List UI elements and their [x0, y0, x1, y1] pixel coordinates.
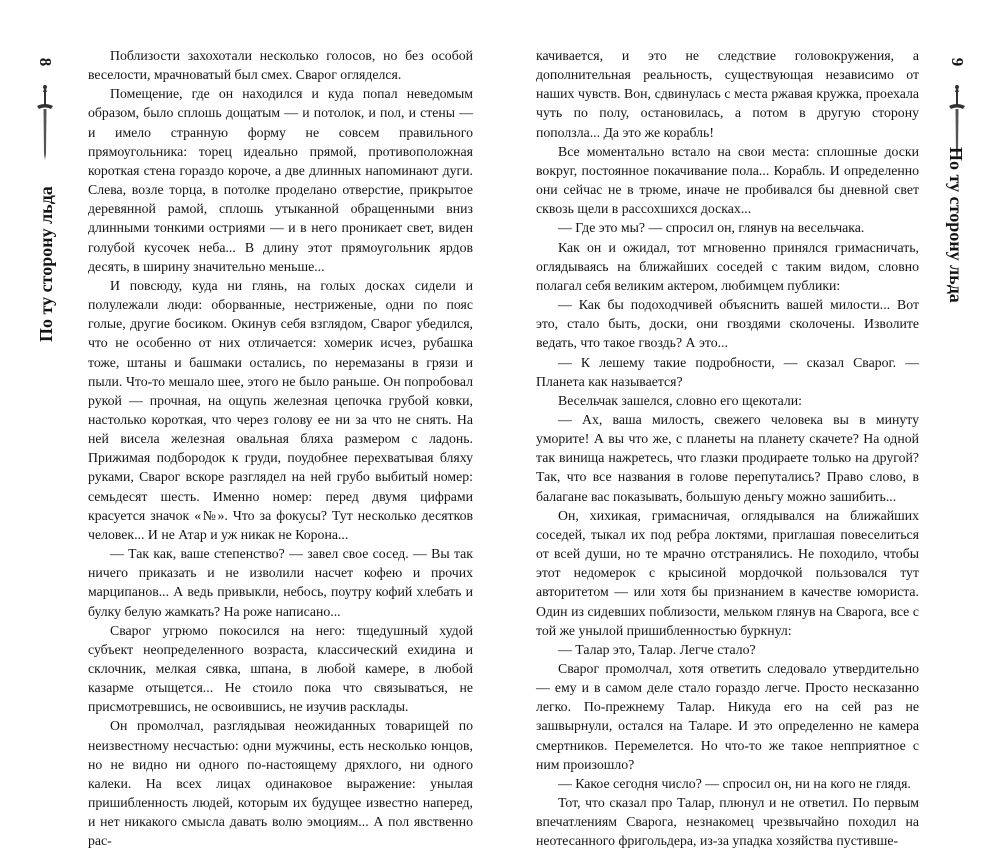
paragraph: Сварог промолчал, хотя ответить следовало утвердительно — ему и в самом деле стало гораздо легче. Просто несказанно легко. По-прежнему Талар. Никуда его на сей раз не зашвырнули, остался на Таларе. И это определенно не камера смертников. Перемелется. Но что-то же такое непприятное с ним произошло?	[536, 661, 919, 772]
paragraph: — К лешему такие подробности, — сказал Сварог. — Планета как называется?	[536, 354, 919, 389]
paragraph: Тот, что сказал про Талар, плюнул и не ответил. По первым впечатлениям Сварога, незнакомец чрезвычайно походил на неотесанного фригольдера, из-за упадка хозяйства пустивше-	[536, 795, 919, 849]
paragraph: — Так как, ваше степенство? — завел свое сосед. — Вы так ничего приказать и не изволили насчет кофею и прочих марципанов... А ведь привыкли, небось, поутру кофий хлебать и булку белую жамкать? На роже написано...	[88, 546, 473, 619]
paragraph: Как он и ожидал, тот мгновенно принялся гримасничать, оглядываясь на ближайших соседей с таким видом, словно полагал себя великим актером, любимцем публики:	[536, 239, 919, 293]
paragraph: — Как бы подоходчивей объяснить вашей милости... Вот это, стало быть, доски, они гвоздями сколочены. Изволите ведать, что такое гвоздь? А это...	[536, 297, 919, 351]
paragraph: Сварог угрюмо покосился на него: тщедушный худой субъект неопределенного возраста, классический ехидина и склочник, мелкая сявка, шпана, в любой камере, в любой казарме отыщется... Не стоило пока что связываться, не присмотревшись, не освоившись, не изучив расклады.	[88, 622, 473, 715]
right-margin	[942, 52, 972, 303]
left-margin	[30, 52, 60, 342]
paragraph: — Ах, ваша милость, свежего человека вы в минуту уморите! А вы что же, с планеты на планету скачете? На одной так винища нажретесь, что глазки продираете только на другой? Так, что все названия в голове перепутались? Право слово, в балагане вас показывать, большую деньгу можно зашибить...	[536, 411, 919, 504]
paragraph: Поблизости захохотали несколько голосов, но без особой веселости, мрачноватый был смех. Сварог огляделся.	[88, 48, 473, 83]
left-page-text	[88, 46, 473, 851]
running-title-left: По ту сторону льда	[36, 186, 56, 342]
paragraph: — Какое сегодня число? — спросил он, ни на кого не глядя.	[558, 775, 911, 791]
paragraph: Помещение, где он находился и куда попал неведомым образом, было сплошь дощатым — и потолок, и пол, и стены — и имело странную форму не совсем правильного прямоугольника: торец идеально прямой, противоположная короткая стена гораздо короче, а две длинных напоминают дуги. Слева, возле торца, в потолке проделано отверстие, прикрытое деревянной рамой, сплошь утыканной обращенными вниз длинными тонкими остриями — и в него проникает свет, виден голубой кусочек неба... В длину этот прямоугольник ярдов десять, в ширину значительно меньше...	[88, 86, 473, 274]
page-number-right: 9	[948, 57, 967, 67]
page-number-left: 8	[36, 57, 55, 67]
right-page-text	[536, 46, 919, 851]
paragraph: качивается, и это не следствие головокружения, а дополнительная реальность, существующая независимо от наших чувств. Вон, сдвинулась с места ржавая кружка, проехала чуть по полу, остановилась, а потом в другую сторону поползла... Да это же корабль!	[536, 48, 919, 140]
paragraph: Он, хихикая, гримасничая, оглядывался на ближайших соседей, тыкал их под ребра локтями, приглашая повеселиться от всей души, но те мрачно отстранялись. Не походило, чтобы этот недомерок с крысиной мордочкой пользовался тут авторитетом — или хотя бы признанием в качестве юмориста. Один из сидевших поблизости, мельком глянув на Сварога, все с той же унылой пришибленностью буркнул:	[536, 507, 919, 638]
paragraph: И повсюду, куда ни глянь, на голых досках сидели и полулежали люди: оборванные, нестриженые, одни по пояс голые, другие босиком. Окинув себя взглядом, Сварог убедился, что не особенно от них отличается: хомерик исчез, рубашка тоже, штаны и башмаки остались, по неремазаны в грязи и пыли. Что-то мешало шее, этого не было раньше. Он попробовал рукой — прочная, на ощупь железная цепочка грубой ковки, настолько короткая, что через голову ее ни за что не снять. На ней висела железная овальная бляха размером с ладонь. Прижимая подбородок к груди, поудобнее перехватывая бляху руками, Сварог вскоре разглядел на ней грубо выбитый номер: семьдесят шесть. Именно номер: перед двумя цифрами красуется значок «№». Что за фокусы? Тут несколько десятков человек... И не Атар и уж никак не Корона...	[88, 277, 473, 542]
paragraph: Весельчак зашелся, словно его щекотали:	[558, 392, 802, 408]
paragraph: — Где это мы? — спросил он, глянув на весельчака.	[558, 220, 865, 236]
sword-ornament-icon	[35, 84, 55, 162]
paragraph: Все моментально встало на свои места: сплошные доски вокруг, постоянное покачивание пола... Корабль. И определенно они сейчас не в трюме, иначе не пробивался бы дневной свет сквозь щели в рассохшихся досках...	[536, 143, 919, 217]
paragraph: Он промолчал, разглядывая неожиданных товарищей по неизвестному несчастью: одни мужчины, есть несколько юнцов, но не видно ни одного по-настоящему дряхлого, ни одного калеки. На всех лицах одинаковое выражение: унылая пришибленность людей, которым их будущее известно наперед, и нет никакого смысла давать волю эмоциям... А пол явственно рас-	[88, 718, 473, 849]
running-title-right: По ту сторону льда	[946, 147, 966, 303]
paragraph: — Талар это, Талар. Легче стало?	[558, 641, 756, 657]
